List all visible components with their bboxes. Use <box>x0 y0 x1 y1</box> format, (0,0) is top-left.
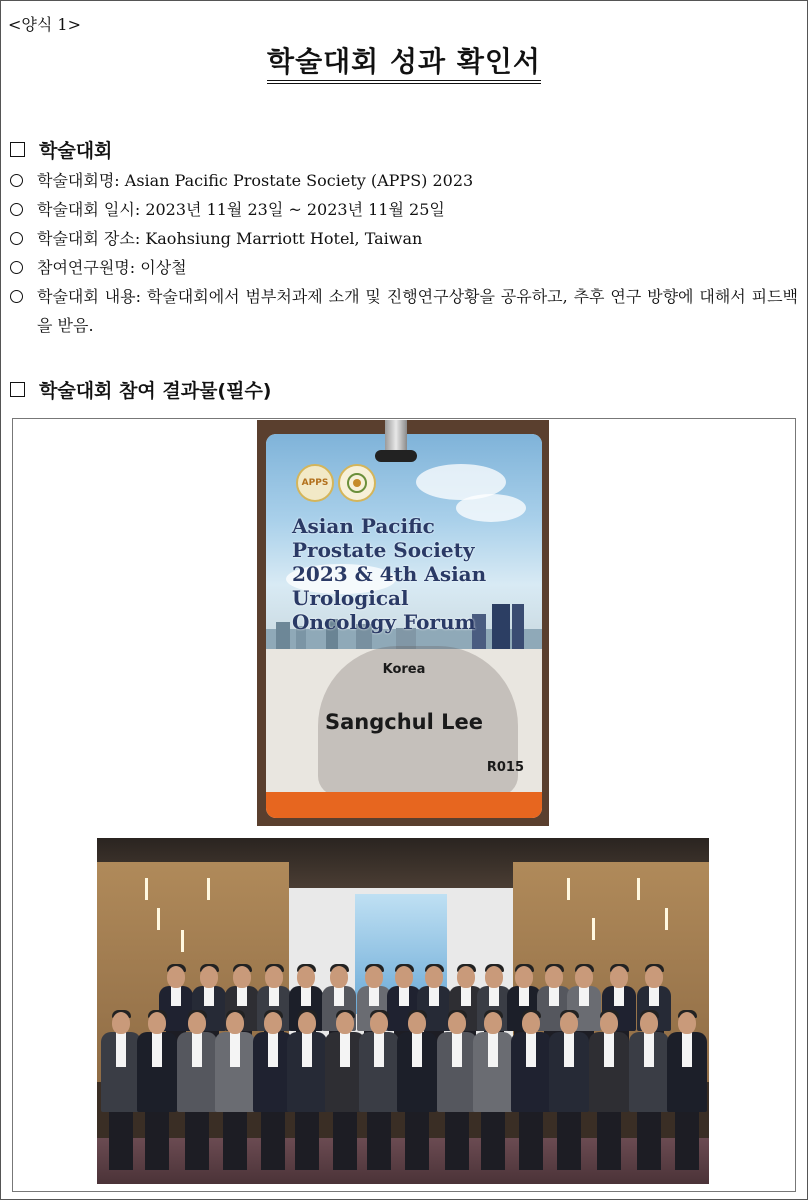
badge-orange-stripe <box>266 792 542 818</box>
society-seal-icon <box>338 464 376 502</box>
person-figure <box>589 1010 629 1170</box>
badge-code: R015 <box>486 760 524 775</box>
badge-attendee-name: Sangchul Lee <box>324 710 483 734</box>
info-label: 학술대회 장소 <box>37 229 135 248</box>
info-value: 이상철 <box>140 258 187 277</box>
name-badge-photo <box>257 420 549 826</box>
person-figure <box>437 1010 477 1170</box>
badge-hole <box>375 450 417 462</box>
section-heading-text: 학술대회 참여 결과물(필수) <box>39 380 272 402</box>
info-row-conference-content: 학술대회 내용: 학술대회에서 범부처과제 소개 및 진행연구상황을 공유하고, 추후 연구 방향에 대해서 피드백을 받음. <box>8 282 798 340</box>
page-title <box>0 40 808 80</box>
person-figure <box>549 1010 589 1170</box>
wall-light <box>637 878 640 900</box>
circle-bullet-icon <box>10 174 23 187</box>
person-figure <box>629 1010 669 1170</box>
section-heading-results <box>10 376 272 403</box>
wall-light <box>181 930 184 952</box>
info-label: 학술대회명 <box>37 171 115 190</box>
person-figure <box>101 1010 141 1170</box>
group-photo <box>97 838 709 1184</box>
checkbox-icon <box>10 382 25 397</box>
info-value: Asian Pacific Prostate Society (APPS) 2023 <box>124 171 474 190</box>
info-row-conference-name: 학술대회명: Asian Pacific Prostate Society (APPS) 2023 <box>8 166 798 195</box>
info-value: 2023년 11월 23일 ~ 2023년 11월 25일 <box>145 200 445 219</box>
info-label: 참여연구원명 <box>37 258 130 277</box>
info-label: 학술대회 일시 <box>37 200 135 219</box>
wall-light <box>145 878 148 900</box>
person-figure <box>511 1010 551 1170</box>
form-label: <양식 1> <box>8 15 81 34</box>
name-badge-card <box>266 434 542 818</box>
info-row-conference-date: 학술대회 일시: 2023년 11월 23일 ~ 2023년 11월 25일 <box>8 195 798 224</box>
info-value: Kaohsiung Marriott Hotel, Taiwan <box>145 229 423 248</box>
circle-bullet-icon <box>10 261 23 274</box>
person-figure <box>667 1010 707 1170</box>
person-figure <box>397 1010 437 1170</box>
person-figure <box>287 1010 327 1170</box>
circle-bullet-icon <box>10 232 23 245</box>
page-title-text: 학술대회 성과 확인서 <box>267 45 541 84</box>
badge-country: Korea <box>382 662 426 677</box>
person-figure <box>473 1010 513 1170</box>
info-label: 학술대회 내용 <box>37 287 136 306</box>
person-figure <box>177 1010 217 1170</box>
badge-clip-icon <box>385 420 407 454</box>
circle-bullet-icon <box>10 203 23 216</box>
person-figure <box>359 1010 399 1170</box>
section-heading-text: 학술대회 <box>39 140 113 162</box>
info-row-researcher: 참여연구원명: 이상철 <box>8 253 798 282</box>
person-figure <box>215 1010 255 1170</box>
wall-light <box>157 908 160 930</box>
checkbox-icon <box>10 142 25 157</box>
section-heading-conference <box>10 136 112 163</box>
wall-light <box>567 878 570 900</box>
wall-light <box>207 878 210 900</box>
badge-event-name: Asian Pacific Prostate Society 2023 & 4th Asian Urological Oncology Forum <box>292 514 487 634</box>
apps-logo-icon: APPS <box>296 464 334 502</box>
wall-light <box>592 918 595 940</box>
wall-light <box>665 908 668 930</box>
person-figure <box>137 1010 177 1170</box>
info-row-conference-venue: 학술대회 장소: Kaohsiung Marriott Hotel, Taiwan <box>8 224 798 253</box>
info-value: 학술대회에서 범부처과제 소개 및 진행연구상황을 공유하고, 추후 연구 방향에 대해서 피드백을 받음. <box>37 287 798 335</box>
circle-bullet-icon <box>10 290 23 303</box>
